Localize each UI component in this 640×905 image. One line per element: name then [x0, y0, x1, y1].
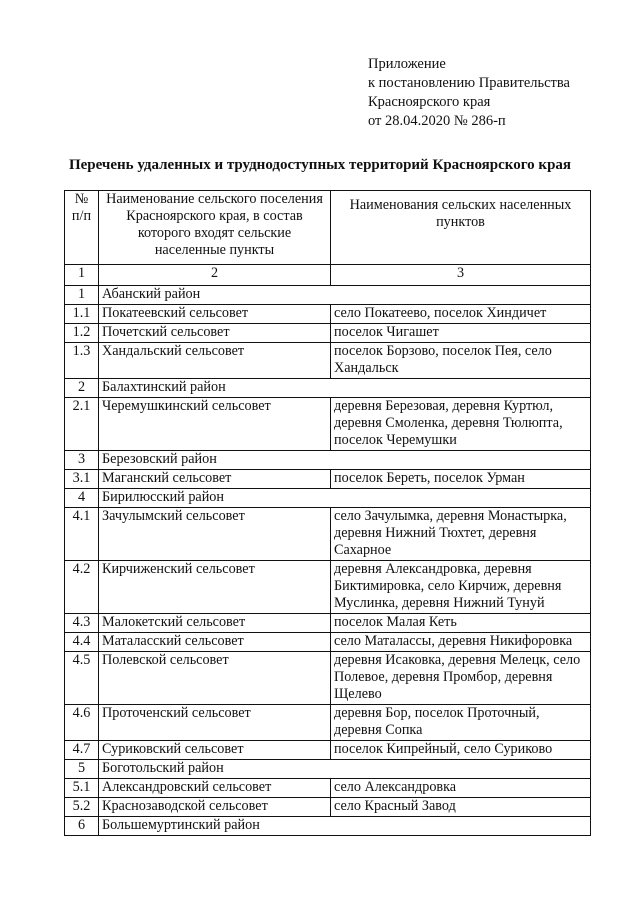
localities-list: поселок Малая Кеть — [331, 614, 591, 633]
row-number: 4.3 — [65, 614, 99, 633]
district-name: Абанский район — [99, 286, 331, 305]
row-number: 4.4 — [65, 633, 99, 652]
settlement-name: Маталасский сельсовет — [99, 633, 331, 652]
appendix-line: от 28.04.2020 № 286-п — [368, 113, 506, 129]
row-number: 6 — [65, 817, 99, 836]
table-row — [65, 779, 591, 798]
appendix-line: Приложение — [368, 56, 446, 72]
row-number: 4.7 — [65, 741, 99, 760]
table-row — [65, 798, 591, 817]
settlement-name: Краснозаводской сельсовет — [99, 798, 331, 817]
localities-list: деревня Березовая, деревня Куртюл, деревня Смоленка, деревня Тюлюпта, поселок Черемушки — [331, 398, 591, 451]
appendix-block — [368, 55, 570, 131]
table-row — [65, 343, 591, 379]
localities-list: село Красный Завод — [331, 798, 591, 817]
district-name: Балахтинский район — [99, 379, 331, 398]
settlement-name: Малокетский сельсовет — [99, 614, 331, 633]
appendix-line: к постановлению Правительства — [368, 75, 570, 91]
district-name: Бирилюсский район — [99, 489, 331, 508]
empty-cell — [331, 286, 591, 305]
settlement-name: Маганский сельсовет — [99, 470, 331, 489]
row-number: 2 — [65, 379, 99, 398]
settlement-name: Проточенский сельсовет — [99, 705, 331, 741]
settlement-name: Зачулымский сельсовет — [99, 508, 331, 561]
localities-list: село Покатеево, поселок Хиндичет — [331, 305, 591, 324]
settlement-name: Почетский сельсовет — [99, 324, 331, 343]
row-number: 4.5 — [65, 652, 99, 705]
table-row — [65, 398, 591, 451]
settlement-name: Кирчиженский сельсовет — [99, 561, 331, 614]
district-name: Боготольский район — [99, 760, 331, 779]
row-number: 4 — [65, 489, 99, 508]
localities-list: село Маталассы, деревня Никифоровка — [331, 633, 591, 652]
localities-list: село Зачулымка, деревня Монастырка, деревня Нижний Тюхтет, деревня Сахарное — [331, 508, 591, 561]
district-row — [65, 379, 591, 398]
row-number: 4.1 — [65, 508, 99, 561]
row-number: 5 — [65, 760, 99, 779]
table-row — [65, 561, 591, 614]
localities-list: деревня Исаковка, деревня Мелецк, село Полевое, деревня Промбор, деревня Щелево — [331, 652, 591, 705]
column-number: 3 — [331, 265, 591, 286]
table-row — [65, 305, 591, 324]
empty-cell — [331, 451, 591, 470]
territories-table — [64, 190, 591, 836]
district-row — [65, 451, 591, 470]
localities-list: поселок Борзово, поселок Пея, село Хандальск — [331, 343, 591, 379]
district-row — [65, 760, 591, 779]
table-row — [65, 614, 591, 633]
row-number: 1 — [65, 286, 99, 305]
table-row — [65, 741, 591, 760]
district-name: Березовский район — [99, 451, 331, 470]
empty-cell — [331, 817, 591, 836]
table-row — [65, 705, 591, 741]
header-settlement: Наименование сельского поселения Красноярского края, в состав которого входят сельские населенные пункты — [99, 191, 331, 265]
localities-list: деревня Александровка, деревня Биктимировка, село Кирчиж, деревня Муслинка, деревня Нижний Тунуй — [331, 561, 591, 614]
row-number: 4.2 — [65, 561, 99, 614]
localities-list: село Александровка — [331, 779, 591, 798]
settlement-name: Покатеевский сельсовет — [99, 305, 331, 324]
table-row — [65, 470, 591, 489]
district-row — [65, 286, 591, 305]
column-number: 1 — [65, 265, 99, 286]
document-title: Перечень удаленных и труднодоступных территорий Красноярского края — [68, 157, 572, 173]
row-number: 1.1 — [65, 305, 99, 324]
settlement-name: Суриковский сельсовет — [99, 741, 331, 760]
table-row — [65, 652, 591, 705]
row-number: 1.2 — [65, 324, 99, 343]
localities-list: деревня Бор, поселок Проточный, деревня Сопка — [331, 705, 591, 741]
row-number: 2.1 — [65, 398, 99, 451]
localities-list: поселок Кипрейный, село Суриково — [331, 741, 591, 760]
localities-list: поселок Береть, поселок Урман — [331, 470, 591, 489]
row-number: 4.6 — [65, 705, 99, 741]
table-header-row — [65, 191, 591, 265]
district-row — [65, 489, 591, 508]
settlement-name: Черемушкинский сельсовет — [99, 398, 331, 451]
district-row — [65, 817, 591, 836]
settlement-name: Александровский сельсовет — [99, 779, 331, 798]
localities-list: поселок Чигашет — [331, 324, 591, 343]
table-row — [65, 508, 591, 561]
appendix-line: Красноярского края — [368, 94, 491, 110]
empty-cell — [331, 379, 591, 398]
district-name: Большемуртинский район — [99, 817, 331, 836]
table-row — [65, 324, 591, 343]
table-row — [65, 633, 591, 652]
settlement-name: Хандальский сельсовет — [99, 343, 331, 379]
row-number: 5.2 — [65, 798, 99, 817]
empty-cell — [331, 489, 591, 508]
header-localities: Наименования сельских населенных пунктов — [331, 191, 591, 265]
row-number: 3 — [65, 451, 99, 470]
column-number: 2 — [99, 265, 331, 286]
table-body — [65, 286, 591, 836]
empty-cell — [331, 760, 591, 779]
row-number: 3.1 — [65, 470, 99, 489]
header-num: № п/п — [65, 191, 99, 265]
row-number: 1.3 — [65, 343, 99, 379]
settlement-name: Полевской сельсовет — [99, 652, 331, 705]
row-number: 5.1 — [65, 779, 99, 798]
column-numbers-row — [65, 265, 591, 286]
